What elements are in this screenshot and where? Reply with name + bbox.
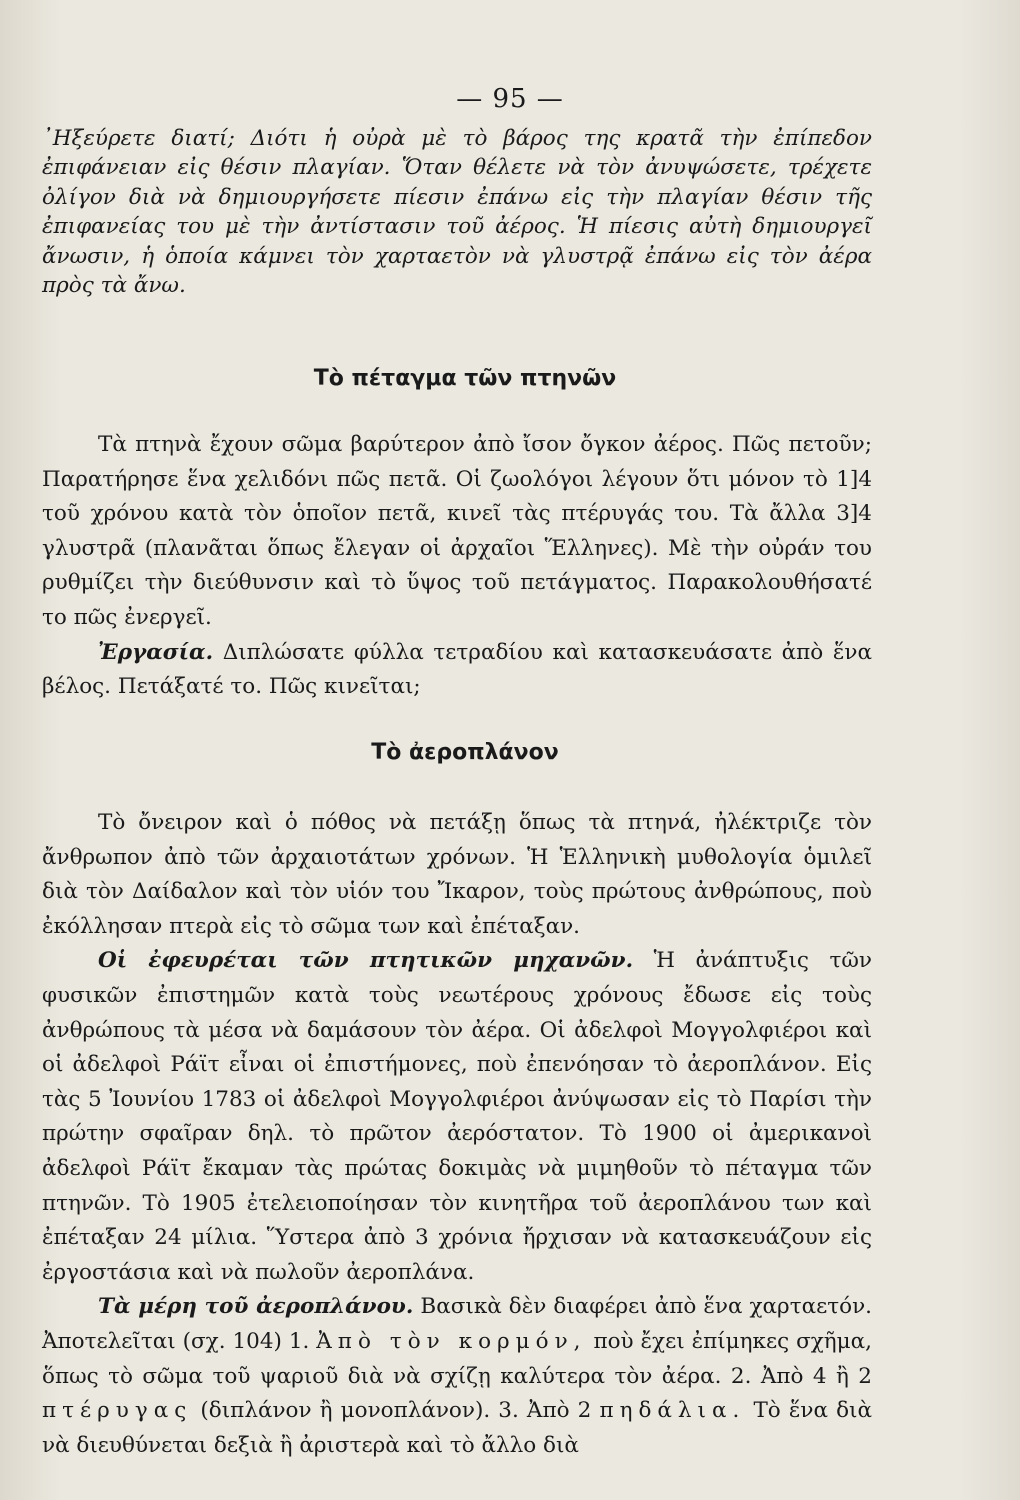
airplane-section xyxy=(42,806,872,1463)
section-heading-airplane: Τὸ ἀεροπλάνον xyxy=(371,740,559,765)
airplane-intro-paragraph: Τὸ ὄνειρον καὶ ὁ πόθος νὰ πετάξῃ ὅπως τὰ πτηνά, ἠλέκτριζε τὸν ἄνθρωπον ἀπὸ τῶν ἀρχαιοτάτων χρόνων. Ἡ Ἑλληνικὴ μυθολογία ὁμιλεῖ διὰ τὸν Δαίδαλον καὶ τὸν υἱόν του Ἴκαρον, τοὺς πρώτους ἀνθρώπους, ποὺ ἐκόλλησαν πτερὰ εἰς τὸ σῶμα των καὶ ἐπέταξαν. xyxy=(42,810,872,939)
inventors-text: Ἡ ἀνάπτυξις τῶν φυσικῶν ἐπιστημῶν κατὰ τοὺς νεωτέρους χρόνους ἔδωσε εἰς τοὺς ἀνθρώπους τὰ μέσα νὰ δαμάσουν τὸν ἀέρα. Οἱ ἀδελφοὶ Μογγολφιέροι καὶ οἱ ἀδελφοὶ Ράϊτ εἶναι οἱ ἐπιστήμονες, ποὺ ἐπενόησαν τὸ ἀεροπλάνον. Εἰς τὰς 5 Ἰουνίου 1783 οἱ ἀδελφοὶ Μογγολφιέροι ἀνύψωσαν εἰς τὸ Παρίσι τὴν πρώτην σφαῖραν δηλ. τὸ πρῶτον ἀερόστατον. Τὸ 1900 οἱ ἀμερικανοὶ ἀδελφοὶ Ράϊτ ἔκαμαν τὰς πρώτας δοκιμὰς νὰ μιμηθοῦν τὸ πέταγμα τῶν πτηνῶν. Τὸ 1905 ἐτελειοποίησαν τὸν κινητῆρα τοῦ ἀεροπλάνου των καὶ ἐπέταξαν 24 μίλια. Ὕστερα ἀπὸ 3 χρόνια ἤρχισαν νὰ κατασκευάζουν εἰς ἐργοστάσια καὶ νὰ πωλοῦν ἀεροπλάνα. xyxy=(42,948,872,1285)
bird-flight-paragraph: Τὰ πτηνὰ ἔχουν σῶμα βαρύτερον ἀπὸ ἴσον ὄγκον ἀέρος. Πῶς πετοῦν; Παρατήρησε ἕνα χελιδόνι πῶς πετᾶ. Οἱ ζωολόγοι λέγουν ὅτι μόνον τὸ 1]4 τοῦ χρόνου κατὰ τὸν ὁποῖον πετᾶ, κινεῖ τὰς πτέρυγάς του. Τὰ ἄλλα 3]4 γλυστρᾶ (πλανᾶται ὅπως ἔλεγαν οἱ ἀρχαῖοι Ἕλληνες). Μὲ τὴν οὐράν του ρυθμίζει τὴν διεύθυνσιν καὶ τὸ ὕψος τοῦ πετάγματος. Παρακολουθήσατέ το πῶς ἐνεργεῖ. xyxy=(42,432,872,630)
parts-term-body: Ἀπὸ τὸν κορμόν, xyxy=(316,1328,587,1354)
parts-text-3: (διπλάνον ἢ μονοπλάνον). 3. Ἀπὸ 2 xyxy=(200,1398,592,1424)
parts-text-2: ποὺ ἔχει ἐπίμηκες σχῆμα, ὅπως τὸ σῶμα τοῦ ψαριοῦ διὰ νὰ σχίζῃ καλύτερα τὸν ἀέρα. 2. Ἀπὸ 4 ἢ 2 xyxy=(42,1328,872,1389)
inventors-paragraph xyxy=(42,944,872,1290)
parts-text-1: Βασικὰ δὲν διαφέρει ἀπὸ ἕνα χαρταετόν. Ἀποτελεῖται (σχ. 104) 1. xyxy=(42,1294,872,1354)
exercise-text: Διπλώσατε φύλλα τετραδίου καὶ κατασκευάσατε ἀπὸ ἕνα βέλος. Πετάξατέ το. Πῶς κινεῖται; xyxy=(42,639,872,700)
parts-term-rudders: πηδάλια. xyxy=(599,1398,746,1424)
exercise-paragraph xyxy=(42,636,872,705)
intro-text: ᾽Ηξεύρετε διατί; Διότι ἡ οὐρὰ μὲ τὸ βάρος της κρατᾶ τὴν ἐπίπεδον ἐπιφάνειαν εἰς θέσιν πλαγίαν. Ὅταν θέλετε νὰ τὸν ἀνυψώσετε, τρέχετε ὀλίγον διὰ νὰ δημιουργήσετε πίεσιν ἐπάνω εἰς τὴν πλαγίαν θέσιν τῆς ἐπιφανείας του μὲ τὴν ἀντίστασιν τοῦ ἀέρος. Ἡ πίεσις αὐτὴ δημιουργεῖ ἄνωσιν, ἡ ὁποία κάμνει τὸν χαρταετὸν νὰ γλυστρᾷ ἐπάνω εἰς τὸν ἀέρα πρὸς τὰ ἄνω. xyxy=(42,126,872,299)
inventors-label: Οἱ ἐφευρέται τῶν πτητικῶν μηχανῶν. xyxy=(98,948,634,974)
section-heading-bird-flight: Τὸ πέταγμα τῶν πτηνῶν xyxy=(313,366,617,391)
bird-flight-section xyxy=(42,428,872,705)
parts-text-4: Τὸ ἕνα διὰ νὰ διευθύνεται δεξιὰ ἢ ἀριστερὰ καὶ τὸ ἄλλο διὰ xyxy=(42,1398,872,1458)
parts-term-wings: πτέρυγας xyxy=(42,1398,193,1424)
page-number: — 95 — xyxy=(456,84,564,114)
parts-label: Τὰ μέρη τοῦ ἀεροπλάνου. xyxy=(98,1294,414,1320)
parts-paragraph xyxy=(42,1290,872,1463)
exercise-label: Ἐργασία. xyxy=(98,639,214,665)
intro-paragraph xyxy=(42,124,872,300)
